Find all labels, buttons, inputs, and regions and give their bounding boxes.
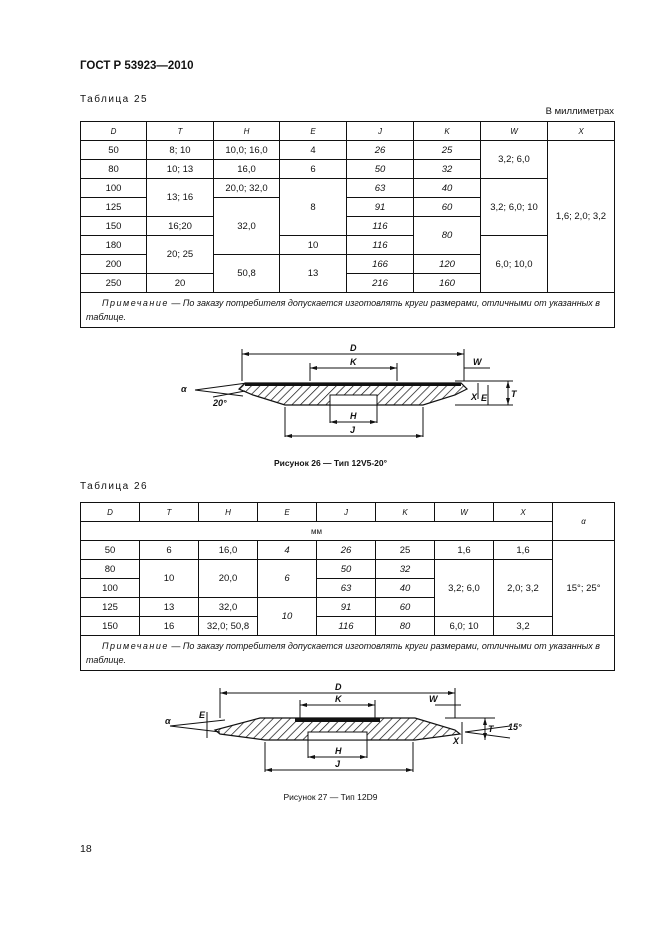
- cell: 3,2: [494, 617, 553, 636]
- cell: 50: [347, 160, 414, 179]
- table-row: [81, 560, 615, 579]
- cell: 160: [414, 274, 481, 293]
- cell: 150: [81, 217, 147, 236]
- col-header-k: K: [376, 503, 435, 522]
- dim-label-alpha: α: [165, 716, 171, 726]
- dim-label-e: E: [481, 393, 488, 403]
- cell: 80: [376, 617, 435, 636]
- cell: 13: [140, 598, 199, 617]
- table-25-caption: Таблица 25: [80, 94, 149, 105]
- cell: 25: [376, 541, 435, 560]
- cell: 1,6; 2,0; 3,2: [548, 141, 615, 293]
- cell: 200: [81, 255, 147, 274]
- cell: 32: [376, 560, 435, 579]
- note-label: Примечание: [102, 641, 169, 651]
- col-header-j: J: [317, 503, 376, 522]
- page-number: 18: [80, 843, 92, 855]
- dim-label-k: K: [335, 694, 342, 704]
- cell: 32,0; 50,8: [199, 617, 258, 636]
- col-header-alpha: α: [553, 503, 615, 541]
- dim-label-t: T: [488, 724, 494, 734]
- cell: 80: [81, 560, 140, 579]
- col-header-d: D: [81, 122, 147, 141]
- col-header-t: T: [147, 122, 214, 141]
- cell: 10: [140, 560, 199, 598]
- cell: 116: [347, 236, 414, 255]
- cell: 8: [280, 179, 347, 236]
- dim-label-k: K: [350, 357, 357, 367]
- cell: 15°; 25°: [553, 541, 615, 636]
- cell: 32: [414, 160, 481, 179]
- cell: 125: [81, 198, 147, 217]
- dim-label-d: D: [335, 682, 342, 692]
- cell: 6: [258, 560, 317, 598]
- cell: 16,0: [214, 160, 280, 179]
- cell: 13; 16: [147, 179, 214, 217]
- col-header-x: X: [494, 503, 553, 522]
- dim-label-angle: 20°: [213, 398, 227, 408]
- table-26-note: [81, 636, 615, 671]
- cell: 91: [347, 198, 414, 217]
- table-row: [81, 179, 615, 198]
- cell: 63: [317, 579, 376, 598]
- cell: 6,0; 10: [435, 617, 494, 636]
- cell: 10,0; 16,0: [214, 141, 280, 160]
- col-header-w: W: [435, 503, 494, 522]
- col-header-t: T: [140, 503, 199, 522]
- cell: 8; 10: [147, 141, 214, 160]
- col-header-x: X: [548, 122, 615, 141]
- cell: 3,2; 6,0: [481, 141, 548, 179]
- cell: 116: [347, 217, 414, 236]
- dim-label-x: X: [471, 392, 478, 402]
- cell: 10; 13: [147, 160, 214, 179]
- cell: 26: [347, 141, 414, 160]
- table-25-units: В миллиметрах: [545, 106, 614, 117]
- col-header-h: H: [199, 503, 258, 522]
- dim-label-angle: 15°: [508, 722, 522, 732]
- cell: 40: [414, 179, 481, 198]
- table-row: [81, 617, 615, 636]
- cell: 16;20: [147, 217, 214, 236]
- figure-26-drawing: [175, 343, 520, 443]
- cell: 80: [414, 217, 481, 255]
- cell: 150: [81, 617, 140, 636]
- cell: 20,0; 32,0: [214, 179, 280, 198]
- table-26-caption: Таблица 26: [80, 481, 149, 492]
- dim-label-d: D: [350, 343, 357, 353]
- cell: 50,8: [214, 255, 280, 293]
- cell: 2,0; 3,2: [494, 560, 553, 617]
- cell: 63: [347, 179, 414, 198]
- cell: 16,0: [199, 541, 258, 560]
- units-row: мм: [81, 522, 553, 541]
- cell: 125: [81, 598, 140, 617]
- col-header-k: K: [414, 122, 481, 141]
- dim-label-j: J: [335, 759, 341, 769]
- table-26: [80, 502, 615, 671]
- dim-label-h: H: [335, 746, 342, 756]
- note-text: — По заказу потребителя допускается изготовлять круги размерами, отличными от указанных в таблице.: [86, 298, 600, 322]
- cell: 250: [81, 274, 147, 293]
- col-header-j: J: [347, 122, 414, 141]
- dim-label-t: T: [511, 389, 517, 399]
- col-header-w: W: [481, 122, 548, 141]
- cell: 50: [81, 141, 147, 160]
- cell: 32,0: [199, 598, 258, 617]
- cell: 6,0; 10,0: [481, 236, 548, 293]
- table-row: [81, 236, 615, 255]
- cell: 40: [376, 579, 435, 598]
- cell: 6: [280, 160, 347, 179]
- dim-label-w: W: [473, 357, 482, 367]
- dim-label-e: E: [199, 710, 206, 720]
- cell: 20: [147, 274, 214, 293]
- cell: 20,0: [199, 560, 258, 598]
- dim-label-x: X: [453, 736, 460, 746]
- figure-26-caption: Рисунок 26 — Тип 12V5-20°: [273, 458, 388, 468]
- cell: 80: [81, 160, 147, 179]
- cell: 4: [280, 141, 347, 160]
- col-header-h: H: [214, 122, 280, 141]
- cell: 26: [317, 541, 376, 560]
- cell: 166: [347, 255, 414, 274]
- table-row: [81, 541, 615, 560]
- dim-label-j: J: [350, 425, 356, 435]
- table-row: [81, 141, 615, 160]
- cell: 1,6: [494, 541, 553, 560]
- cell: 10: [258, 598, 317, 636]
- note-text: — По заказу потребителя допускается изготовлять круги размерами, отличными от указанных в таблице.: [86, 641, 600, 665]
- cell: 13: [280, 255, 347, 293]
- cell: 91: [317, 598, 376, 617]
- table-25: [80, 121, 615, 328]
- cell: 10: [280, 236, 347, 255]
- figure-27-caption: Рисунок 27 — Тип 12D9: [283, 792, 378, 802]
- dim-label-h: H: [350, 411, 357, 421]
- figure-27-drawing: [165, 682, 530, 777]
- dim-label-alpha: α: [181, 384, 187, 394]
- note-label: Примечание: [102, 298, 169, 308]
- cell: 116: [317, 617, 376, 636]
- col-header-e: E: [258, 503, 317, 522]
- cell: 4: [258, 541, 317, 560]
- document-header: ГОСТ Р 53923—2010: [80, 60, 194, 72]
- col-header-e: E: [280, 122, 347, 141]
- cell: 6: [140, 541, 199, 560]
- cell: 50: [81, 541, 140, 560]
- cell: 216: [347, 274, 414, 293]
- cell: 100: [81, 579, 140, 598]
- cell: 180: [81, 236, 147, 255]
- cell: 50: [317, 560, 376, 579]
- cell: 60: [414, 198, 481, 217]
- cell: 32,0: [214, 198, 280, 255]
- table-25-note: [81, 293, 615, 328]
- cell: 20; 25: [147, 236, 214, 274]
- dim-label-w: W: [429, 694, 438, 704]
- cell: 3,2; 6,0; 10: [481, 179, 548, 236]
- cell: 1,6: [435, 541, 494, 560]
- cell: 3,2; 6,0: [435, 560, 494, 617]
- cell: 16: [140, 617, 199, 636]
- cell: 120: [414, 255, 481, 274]
- col-header-d: D: [81, 503, 140, 522]
- cell: 60: [376, 598, 435, 617]
- cell: 25: [414, 141, 481, 160]
- cell: 100: [81, 179, 147, 198]
